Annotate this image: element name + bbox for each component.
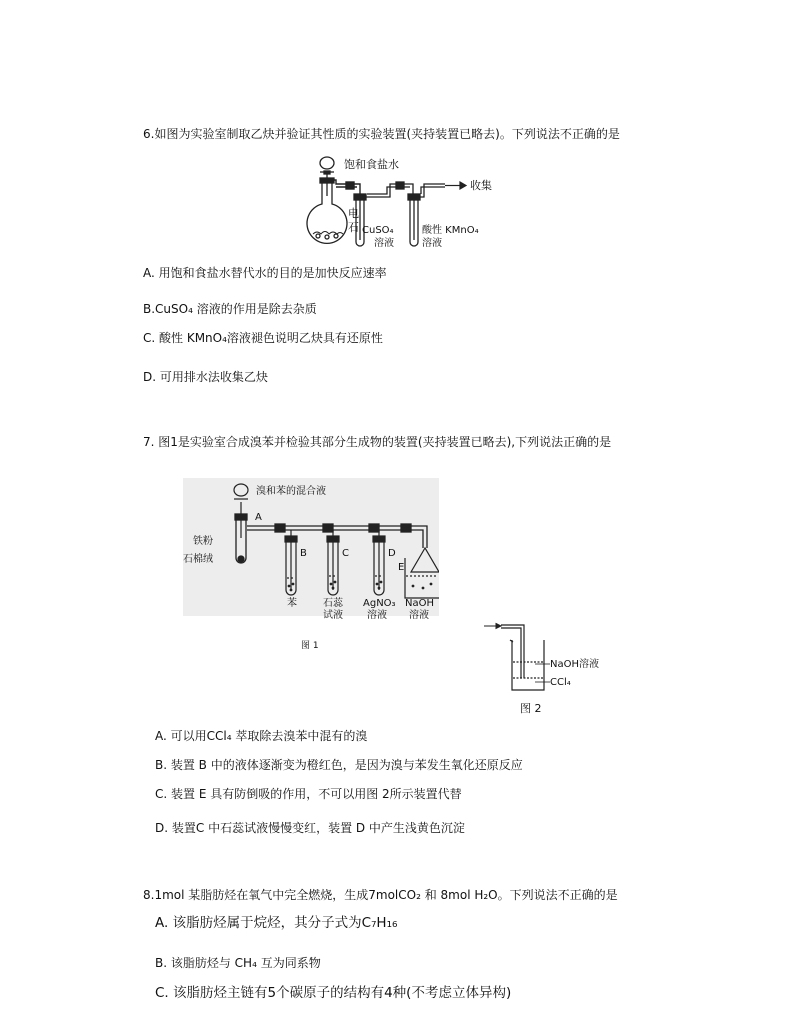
label-brine: 饱和食盐水 xyxy=(344,158,399,171)
q6-stem: 6.如图为实验室制取乙炔并验证其性质的实验装置(夹持装置已略去)。下列说法不正确的是 xyxy=(143,127,620,141)
q6-option-d: D. 可用排水法收集乙炔 xyxy=(143,370,268,384)
label-cuso4: CuSO₄ xyxy=(362,225,394,236)
label-solution-2: 溶液 xyxy=(422,238,442,249)
q7-figure-1 xyxy=(183,478,439,656)
q7-option-c: C. 装置 E 具有防倒吸的作用，不可以用图 2所示装置代替 xyxy=(155,787,462,801)
cuso4-test-tube-icon xyxy=(354,182,413,246)
label-benzene: 苯 xyxy=(287,598,297,609)
figure-1-caption: 图 1 xyxy=(301,641,319,651)
q7-option-b: B. 装置 B 中的液体逐渐变为橙红色，是因为溴与苯发生氧化还原反应 xyxy=(155,758,523,772)
q7-option-d: D. 装置C 中石蕊试液慢慢变红，装置 D 中产生浅黄色沉淀 xyxy=(155,821,465,835)
label-c: C xyxy=(342,548,349,559)
q8-option-b: B. 该脂肪烃与 CH₄ 互为同系物 xyxy=(155,956,321,970)
label-naoh: NaOH xyxy=(405,598,434,609)
label-e: E xyxy=(398,562,405,573)
arrow-right-icon xyxy=(484,624,501,629)
label-ccl4: CCl₄ xyxy=(550,677,571,688)
q8-option-a: A. 该脂肪烃属于烷烃，其分子式为C₇H₁₆ xyxy=(155,915,398,931)
label-naoh-solution: NaOH溶液 xyxy=(550,659,599,670)
label-agno3-sol: 溶液 xyxy=(367,610,387,621)
q6-apparatus-figure xyxy=(300,154,520,254)
label-carbide-1: 电 xyxy=(348,207,359,220)
q6-option-b: B.CuSO₄ 溶液的作用是除去杂质 xyxy=(143,302,317,316)
label-naoh-sol: 溶液 xyxy=(409,610,429,621)
label-mix: 溴和苯的混合液 xyxy=(256,486,326,497)
label-asbestos: 石棉绒 xyxy=(183,554,213,565)
beaker-icon xyxy=(501,625,550,690)
q7-figure-2 xyxy=(480,620,600,718)
label-litmus-1: 石蕊 xyxy=(323,598,343,609)
label-solution-1: 溶液 xyxy=(374,238,394,249)
label-litmus-2: 试液 xyxy=(323,610,343,621)
label-agno3: AgNO₃ xyxy=(363,598,396,609)
q7-stem: 7. 图1是实验室合成溴苯并检验其部分生成物的装置(夹持装置已略去),下列说法正确的是 xyxy=(143,435,612,449)
q8-option-c: C. 该脂肪烃主链有5个碳原子的结构有4种(不考虑立体异构) xyxy=(155,985,512,1001)
label-collect: 收集 xyxy=(470,179,492,192)
q8-stem: 8.1mol 某脂肪烃在氧气中完全燃烧，生成7molCO₂ 和 8mol H₂O。下列说法不正确的是 xyxy=(143,888,618,902)
q6-option-c: C. 酸性 KMnO₄溶液褪色说明乙炔具有还原性 xyxy=(143,331,383,345)
figure-2-caption: 图 2 xyxy=(520,702,542,715)
label-b: B xyxy=(300,548,307,559)
q7-option-a: A. 可以用CCl₄ 萃取除去溴苯中混有的溴 xyxy=(155,729,368,743)
label-d: D xyxy=(388,548,396,559)
label-carbide-2: 石 xyxy=(348,221,359,234)
label-a: A xyxy=(255,512,262,523)
q6-option-a: A. 用饱和食盐水替代水的目的是加快反应速率 xyxy=(143,266,387,280)
arrow-right-icon xyxy=(445,182,466,189)
label-iron: 铁粉 xyxy=(193,536,213,547)
label-kmno4: 酸性 KMnO₄ xyxy=(422,225,479,236)
